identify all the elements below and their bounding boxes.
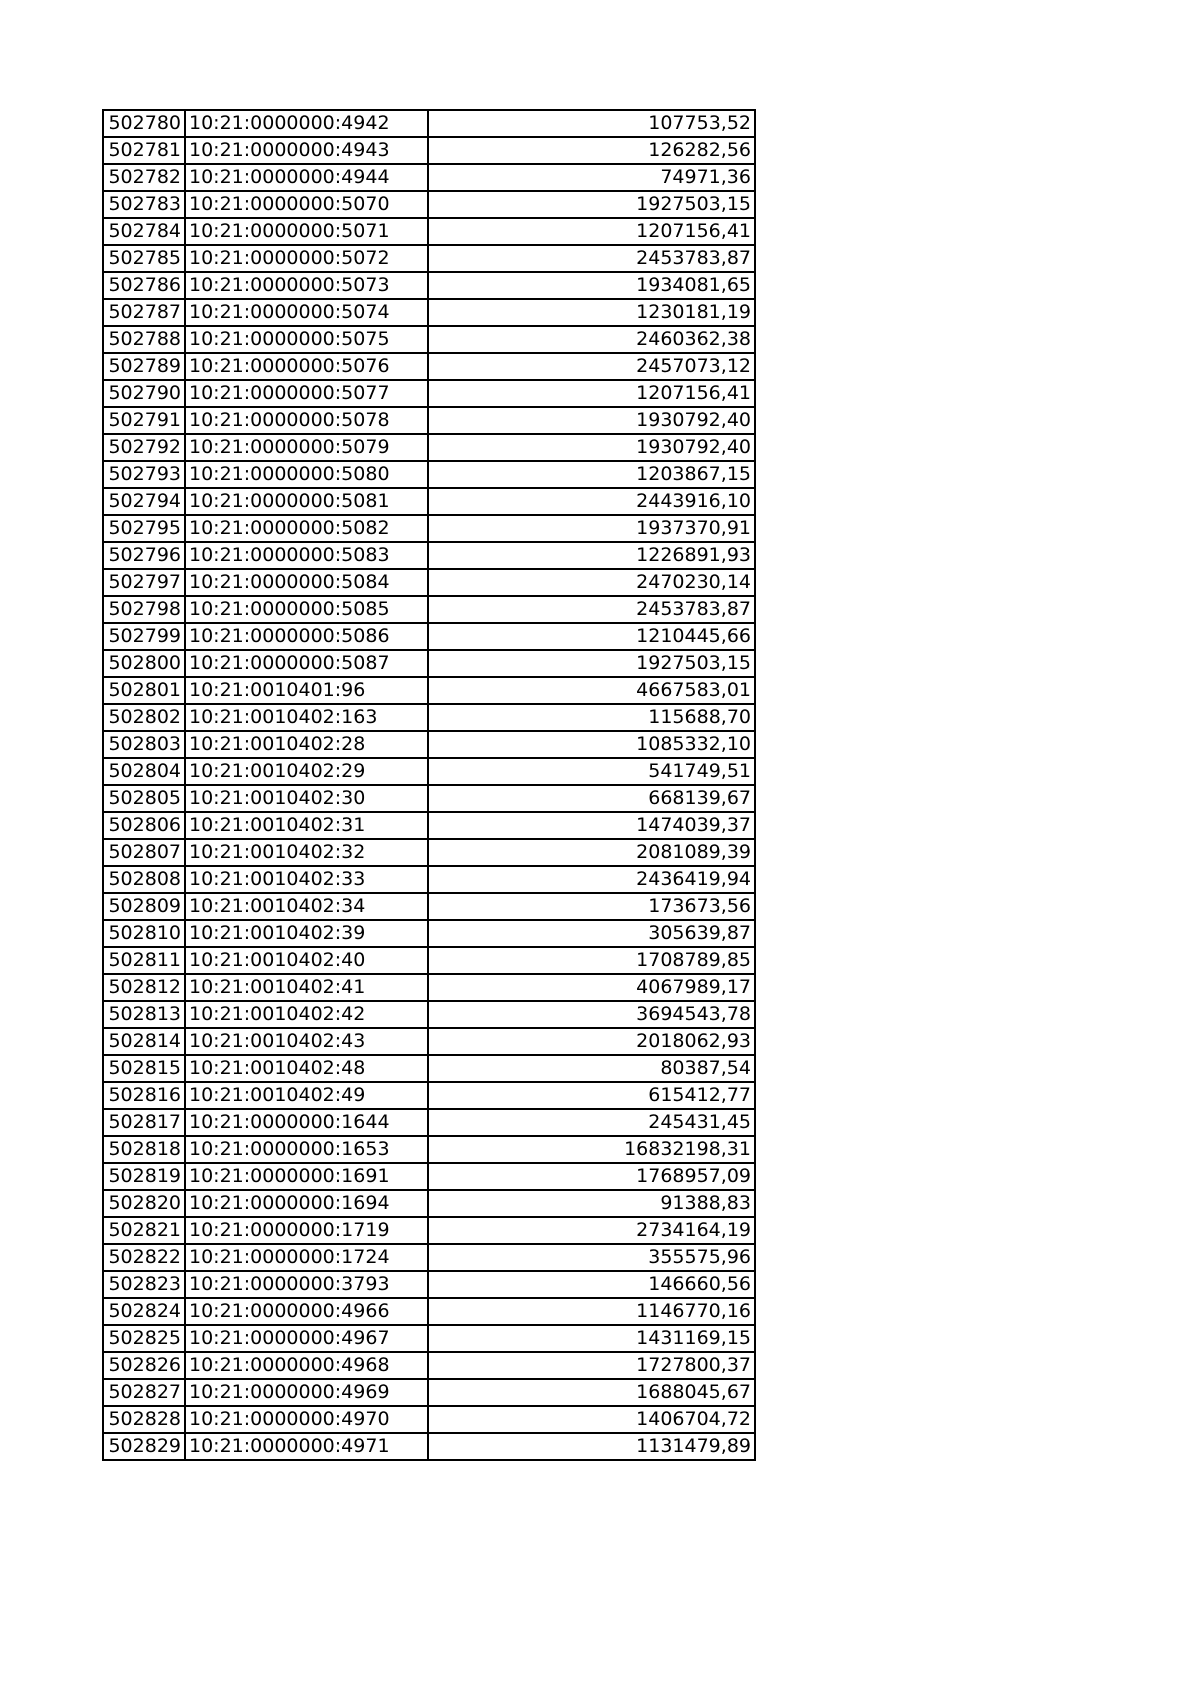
cadastral-number-cell: 10:21:0000000:5079 [185, 434, 428, 461]
row-number-cell: 502795 [103, 515, 185, 542]
table-row [103, 785, 755, 812]
cadastral-number-cell: 10:21:0010402:32 [185, 839, 428, 866]
value-cell: 115688,70 [428, 704, 755, 731]
cadastral-number-cell: 10:21:0010402:163 [185, 704, 428, 731]
row-number-cell: 502799 [103, 623, 185, 650]
value-cell: 1937370,91 [428, 515, 755, 542]
value-cell: 4667583,01 [428, 677, 755, 704]
table-row [103, 1163, 755, 1190]
row-number-cell: 502828 [103, 1406, 185, 1433]
cadastral-number-cell: 10:21:0010402:31 [185, 812, 428, 839]
value-cell: 1146770,16 [428, 1298, 755, 1325]
row-number-cell: 502811 [103, 947, 185, 974]
row-number-cell: 502801 [103, 677, 185, 704]
table-row [103, 623, 755, 650]
value-cell: 126282,56 [428, 137, 755, 164]
cadastral-number-cell: 10:21:0000000:5071 [185, 218, 428, 245]
value-cell: 1207156,41 [428, 218, 755, 245]
row-number-cell: 502788 [103, 326, 185, 353]
table-row [103, 1325, 755, 1352]
value-cell: 91388,83 [428, 1190, 755, 1217]
value-cell: 2470230,14 [428, 569, 755, 596]
cadastral-number-cell: 10:21:0000000:4970 [185, 1406, 428, 1433]
row-number-cell: 502806 [103, 812, 185, 839]
row-number-cell: 502794 [103, 488, 185, 515]
cadastral-number-cell: 10:21:0010402:34 [185, 893, 428, 920]
cadastral-number-cell: 10:21:0000000:5075 [185, 326, 428, 353]
row-number-cell: 502802 [103, 704, 185, 731]
value-cell: 355575,96 [428, 1244, 755, 1271]
table-row [103, 353, 755, 380]
row-number-cell: 502820 [103, 1190, 185, 1217]
cadastral-number-cell: 10:21:0010401:96 [185, 677, 428, 704]
table-row [103, 245, 755, 272]
row-number-cell: 502812 [103, 974, 185, 1001]
row-number-cell: 502800 [103, 650, 185, 677]
cadastral-number-cell: 10:21:0000000:5080 [185, 461, 428, 488]
table-row [103, 974, 755, 1001]
table-row [103, 326, 755, 353]
table-row [103, 596, 755, 623]
cadastral-number-cell: 10:21:0000000:4968 [185, 1352, 428, 1379]
cadastral-number-cell: 10:21:0000000:5081 [185, 488, 428, 515]
value-cell: 1085332,10 [428, 731, 755, 758]
table-row [103, 488, 755, 515]
cadastral-number-cell: 10:21:0000000:1694 [185, 1190, 428, 1217]
cadastral-number-cell: 10:21:0000000:5085 [185, 596, 428, 623]
row-number-cell: 502808 [103, 866, 185, 893]
row-number-cell: 502783 [103, 191, 185, 218]
cadastral-number-cell: 10:21:0000000:1691 [185, 1163, 428, 1190]
value-cell: 668139,67 [428, 785, 755, 812]
table-row [103, 839, 755, 866]
value-cell: 1768957,09 [428, 1163, 755, 1190]
row-number-cell: 502791 [103, 407, 185, 434]
value-cell: 173673,56 [428, 893, 755, 920]
row-number-cell: 502804 [103, 758, 185, 785]
value-cell: 1688045,67 [428, 1379, 755, 1406]
value-cell: 16832198,31 [428, 1136, 755, 1163]
table-row [103, 866, 755, 893]
row-number-cell: 502810 [103, 920, 185, 947]
row-number-cell: 502793 [103, 461, 185, 488]
cadastral-number-cell: 10:21:0000000:5076 [185, 353, 428, 380]
table-row [103, 812, 755, 839]
table-row [103, 299, 755, 326]
cadastral-number-cell: 10:21:0000000:5070 [185, 191, 428, 218]
cadastral-number-cell: 10:21:0000000:5073 [185, 272, 428, 299]
table-row [103, 1379, 755, 1406]
row-number-cell: 502792 [103, 434, 185, 461]
value-cell: 305639,87 [428, 920, 755, 947]
value-cell: 2453783,87 [428, 596, 755, 623]
cadastral-number-cell: 10:21:0000000:4942 [185, 110, 428, 137]
cadastral-number-cell: 10:21:0000000:1644 [185, 1109, 428, 1136]
row-number-cell: 502822 [103, 1244, 185, 1271]
value-cell: 2453783,87 [428, 245, 755, 272]
value-cell: 146660,56 [428, 1271, 755, 1298]
cadastral-number-cell: 10:21:0000000:5074 [185, 299, 428, 326]
value-cell: 2460362,38 [428, 326, 755, 353]
table-row [103, 1055, 755, 1082]
cadastral-number-cell: 10:21:0000000:5082 [185, 515, 428, 542]
value-cell: 2436419,94 [428, 866, 755, 893]
row-number-cell: 502826 [103, 1352, 185, 1379]
cadastral-number-cell: 10:21:0000000:4967 [185, 1325, 428, 1352]
table-row [103, 380, 755, 407]
table-row [103, 218, 755, 245]
cadastral-number-cell: 10:21:0000000:4944 [185, 164, 428, 191]
table-row [103, 920, 755, 947]
cadastral-number-cell: 10:21:0000000:4971 [185, 1433, 428, 1460]
value-cell: 2443916,10 [428, 488, 755, 515]
value-cell: 1230181,19 [428, 299, 755, 326]
row-number-cell: 502797 [103, 569, 185, 596]
table-row [103, 272, 755, 299]
table-row [103, 1352, 755, 1379]
cadastral-number-cell: 10:21:0010402:41 [185, 974, 428, 1001]
value-cell: 80387,54 [428, 1055, 755, 1082]
value-cell: 1207156,41 [428, 380, 755, 407]
table-row [103, 1109, 755, 1136]
cadastral-number-cell: 10:21:0010402:49 [185, 1082, 428, 1109]
row-number-cell: 502821 [103, 1217, 185, 1244]
row-number-cell: 502823 [103, 1271, 185, 1298]
row-number-cell: 502790 [103, 380, 185, 407]
cadastral-number-cell: 10:21:0010402:39 [185, 920, 428, 947]
row-number-cell: 502807 [103, 839, 185, 866]
cadastral-number-cell: 10:21:0000000:5072 [185, 245, 428, 272]
row-number-cell: 502825 [103, 1325, 185, 1352]
row-number-cell: 502809 [103, 893, 185, 920]
value-cell: 541749,51 [428, 758, 755, 785]
table-row [103, 758, 755, 785]
cadastral-number-cell: 10:21:0000000:1653 [185, 1136, 428, 1163]
row-number-cell: 502814 [103, 1028, 185, 1055]
value-cell: 1226891,93 [428, 542, 755, 569]
table-row [103, 407, 755, 434]
table-row [103, 569, 755, 596]
row-number-cell: 502817 [103, 1109, 185, 1136]
cadastral-number-cell: 10:21:0000000:4943 [185, 137, 428, 164]
value-cell: 1431169,15 [428, 1325, 755, 1352]
cadastral-number-cell: 10:21:0000000:5077 [185, 380, 428, 407]
cadastral-number-cell: 10:21:0010402:48 [185, 1055, 428, 1082]
cadastral-number-cell: 10:21:0000000:3793 [185, 1271, 428, 1298]
value-cell: 3694543,78 [428, 1001, 755, 1028]
row-number-cell: 502803 [103, 731, 185, 758]
cadastral-number-cell: 10:21:0000000:1719 [185, 1217, 428, 1244]
row-number-cell: 502789 [103, 353, 185, 380]
cadastral-number-cell: 10:21:0010402:33 [185, 866, 428, 893]
cadastral-number-cell: 10:21:0000000:5086 [185, 623, 428, 650]
cadastral-number-cell: 10:21:0010402:29 [185, 758, 428, 785]
row-number-cell: 502782 [103, 164, 185, 191]
value-cell: 4067989,17 [428, 974, 755, 1001]
cadastral-number-cell: 10:21:0000000:4969 [185, 1379, 428, 1406]
value-cell: 1927503,15 [428, 191, 755, 218]
table-row [103, 650, 755, 677]
cadastral-number-cell: 10:21:0000000:1724 [185, 1244, 428, 1271]
table-row [103, 677, 755, 704]
value-cell: 1474039,37 [428, 812, 755, 839]
table-row [103, 704, 755, 731]
row-number-cell: 502787 [103, 299, 185, 326]
table-row [103, 1433, 755, 1460]
table-row [103, 110, 755, 137]
value-cell: 2734164,19 [428, 1217, 755, 1244]
table-row [103, 1001, 755, 1028]
value-cell: 2457073,12 [428, 353, 755, 380]
value-cell: 1131479,89 [428, 1433, 755, 1460]
value-cell: 107753,52 [428, 110, 755, 137]
value-cell: 74971,36 [428, 164, 755, 191]
table-row [103, 461, 755, 488]
table-row [103, 947, 755, 974]
cadastral-number-cell: 10:21:0010402:42 [185, 1001, 428, 1028]
row-number-cell: 502824 [103, 1298, 185, 1325]
cadastral-number-cell: 10:21:0000000:5083 [185, 542, 428, 569]
value-cell: 615412,77 [428, 1082, 755, 1109]
table-row [103, 1136, 755, 1163]
cadastral-number-cell: 10:21:0010402:28 [185, 731, 428, 758]
value-cell: 1406704,72 [428, 1406, 755, 1433]
value-cell: 1708789,85 [428, 947, 755, 974]
cadastral-number-cell: 10:21:0000000:4966 [185, 1298, 428, 1325]
table-row [103, 191, 755, 218]
row-number-cell: 502798 [103, 596, 185, 623]
table-row [103, 515, 755, 542]
cadastral-number-cell: 10:21:0010402:30 [185, 785, 428, 812]
value-cell: 1727800,37 [428, 1352, 755, 1379]
row-number-cell: 502818 [103, 1136, 185, 1163]
value-cell: 1203867,15 [428, 461, 755, 488]
cadastral-number-cell: 10:21:0010402:43 [185, 1028, 428, 1055]
value-cell: 2081089,39 [428, 839, 755, 866]
row-number-cell: 502816 [103, 1082, 185, 1109]
table-row [103, 1406, 755, 1433]
table-row [103, 731, 755, 758]
table-row [103, 1217, 755, 1244]
value-cell: 1927503,15 [428, 650, 755, 677]
row-number-cell: 502813 [103, 1001, 185, 1028]
value-cell: 1930792,40 [428, 434, 755, 461]
row-number-cell: 502827 [103, 1379, 185, 1406]
value-cell: 1934081,65 [428, 272, 755, 299]
cadastral-number-cell: 10:21:0000000:5078 [185, 407, 428, 434]
table-row [103, 137, 755, 164]
row-number-cell: 502781 [103, 137, 185, 164]
table-row [103, 434, 755, 461]
table-row [103, 164, 755, 191]
row-number-cell: 502780 [103, 110, 185, 137]
table-body [103, 110, 755, 1460]
value-cell: 245431,45 [428, 1109, 755, 1136]
row-number-cell: 502796 [103, 542, 185, 569]
value-cell: 1930792,40 [428, 407, 755, 434]
table-row [103, 1298, 755, 1325]
table-row [103, 1271, 755, 1298]
cadastral-number-cell: 10:21:0000000:5087 [185, 650, 428, 677]
value-cell: 2018062,93 [428, 1028, 755, 1055]
row-number-cell: 502819 [103, 1163, 185, 1190]
table-row [103, 1028, 755, 1055]
row-number-cell: 502785 [103, 245, 185, 272]
table-row [103, 1244, 755, 1271]
table-row [103, 893, 755, 920]
value-cell: 1210445,66 [428, 623, 755, 650]
table-row [103, 542, 755, 569]
cadastral-number-cell: 10:21:0000000:5084 [185, 569, 428, 596]
row-number-cell: 502829 [103, 1433, 185, 1460]
row-number-cell: 502805 [103, 785, 185, 812]
row-number-cell: 502784 [103, 218, 185, 245]
row-number-cell: 502786 [103, 272, 185, 299]
table-row [103, 1082, 755, 1109]
cadastral-number-cell: 10:21:0010402:40 [185, 947, 428, 974]
data-table [102, 109, 756, 1461]
row-number-cell: 502815 [103, 1055, 185, 1082]
table-row [103, 1190, 755, 1217]
